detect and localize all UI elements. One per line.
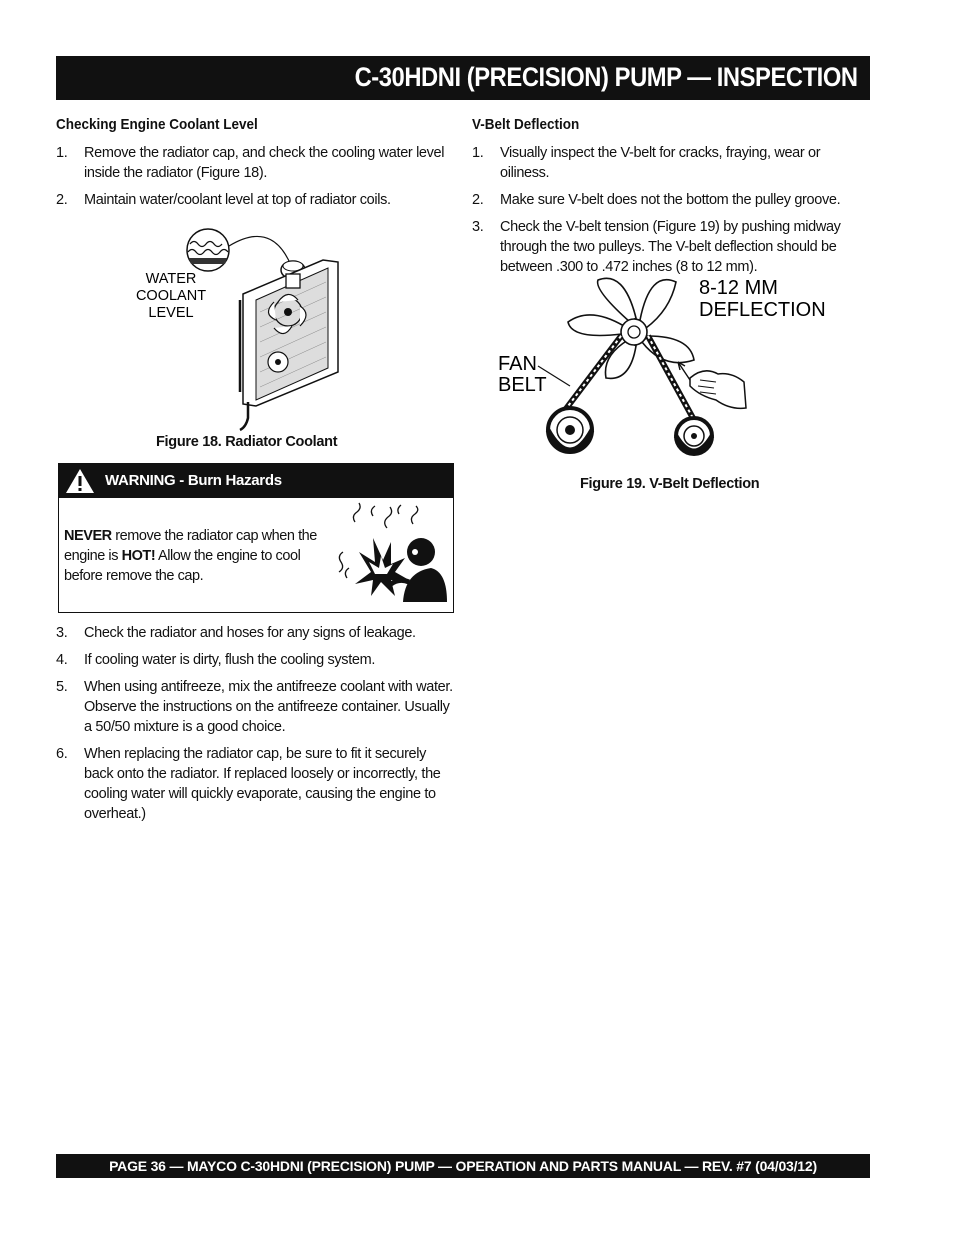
burn-hazard-icon — [335, 502, 449, 608]
coolant-heading: Checking Engine Coolant Level — [56, 116, 258, 133]
list-item — [472, 143, 872, 183]
never-text: NEVER — [64, 528, 112, 544]
coolant-steps-list-2 — [56, 623, 456, 824]
coolant-steps-list — [56, 143, 456, 210]
item-text: When replacing the radiator cap, be sure to fit it securely back onto the radiator. If replaced loosely or incorrectly, the cooling water will quickly evaporate, causing the engine to overheat.) — [84, 746, 441, 822]
warning-box — [58, 463, 454, 613]
level-label: LEVEL — [148, 305, 194, 321]
list-item — [56, 744, 456, 824]
item-number: 1. — [472, 145, 484, 161]
list-item — [56, 190, 456, 210]
item-number: 6. — [56, 746, 68, 762]
item-number: 2. — [56, 192, 68, 208]
item-number: 3. — [472, 219, 484, 235]
coolant-section — [56, 116, 456, 217]
item-number: 2. — [472, 192, 484, 208]
list-item — [56, 677, 456, 737]
item-number: 1. — [56, 145, 68, 161]
item-number: 3. — [56, 625, 68, 641]
item-text: Visually inspect the V-belt for cracks, fraying, wear or oiliness. — [500, 145, 821, 181]
vbelt-illustration — [494, 270, 854, 465]
belt-label: BELT — [498, 374, 547, 396]
coolant-steps-continued — [56, 623, 456, 831]
coolant-label: COOLANT — [135, 288, 207, 304]
warning-text — [64, 526, 322, 586]
warning-header — [59, 464, 453, 498]
footer-text: PAGE 36 — MAYCO C-30HDNI (PRECISION) PUMP — OPERATION AND PARTS MANUAL — REV. #7 (04/03/12) — [109, 1158, 817, 1174]
item-text: If cooling water is dirty, flush the cooling system. — [84, 652, 375, 668]
list-item — [472, 217, 872, 277]
vbelt-heading: V-Belt Deflection — [472, 116, 580, 133]
item-text: Maintain water/coolant level at top of radiator coils. — [84, 192, 391, 208]
fan-label: FAN — [498, 353, 537, 375]
list-item — [472, 190, 872, 210]
item-text: When using antifreeze, mix the antifreeze coolant with water. Observe the instructions on the antifreeze container. Usually a 50/50 mixture is a good choice. — [84, 679, 453, 735]
figure-19-caption: Figure 19. V-Belt Deflection — [580, 476, 760, 492]
figure-18-caption: Figure 18. Radiator Coolant — [156, 434, 338, 450]
list-item — [56, 650, 456, 670]
page-title: C-30HDNI (PRECISION) PUMP — INSPECTION — [355, 62, 858, 92]
hot-text: HOT! — [121, 548, 156, 564]
page-footer — [56, 1154, 870, 1178]
water-label: WATER — [145, 271, 197, 287]
item-text: Make sure V-belt does not the bottom the pulley groove. — [500, 192, 841, 208]
warning-title: WARNING - Burn Hazards — [105, 472, 282, 489]
deflection-range-label: 8-12 MM — [699, 277, 778, 299]
list-item — [56, 623, 456, 643]
page-header — [56, 56, 870, 100]
item-number: 4. — [56, 652, 68, 668]
warning-text-part1: remove the radiator cap when the engine is — [64, 528, 317, 564]
list-item — [56, 143, 456, 183]
item-text: Remove the radiator cap, and check the cooling water level inside the radiator (Figure 18). — [84, 145, 445, 181]
item-number: 5. — [56, 679, 68, 695]
vbelt-section — [472, 116, 872, 284]
item-text: Check the V-belt tension (Figure 19) by pushing midway through the two pulleys. The V-belt deflection should be between .300 to .472 inches (8 to 12 mm). — [500, 219, 841, 275]
item-text: Check the radiator and hoses for any signs of leakage. — [84, 625, 416, 641]
warning-text-part2: Allow the engine to cool before remove the cap. — [64, 548, 301, 584]
warning-triangle-icon — [65, 467, 95, 495]
deflection-label: DEFLECTION — [699, 299, 826, 321]
radiator-illustration — [128, 222, 348, 432]
vbelt-steps-list — [472, 143, 872, 277]
